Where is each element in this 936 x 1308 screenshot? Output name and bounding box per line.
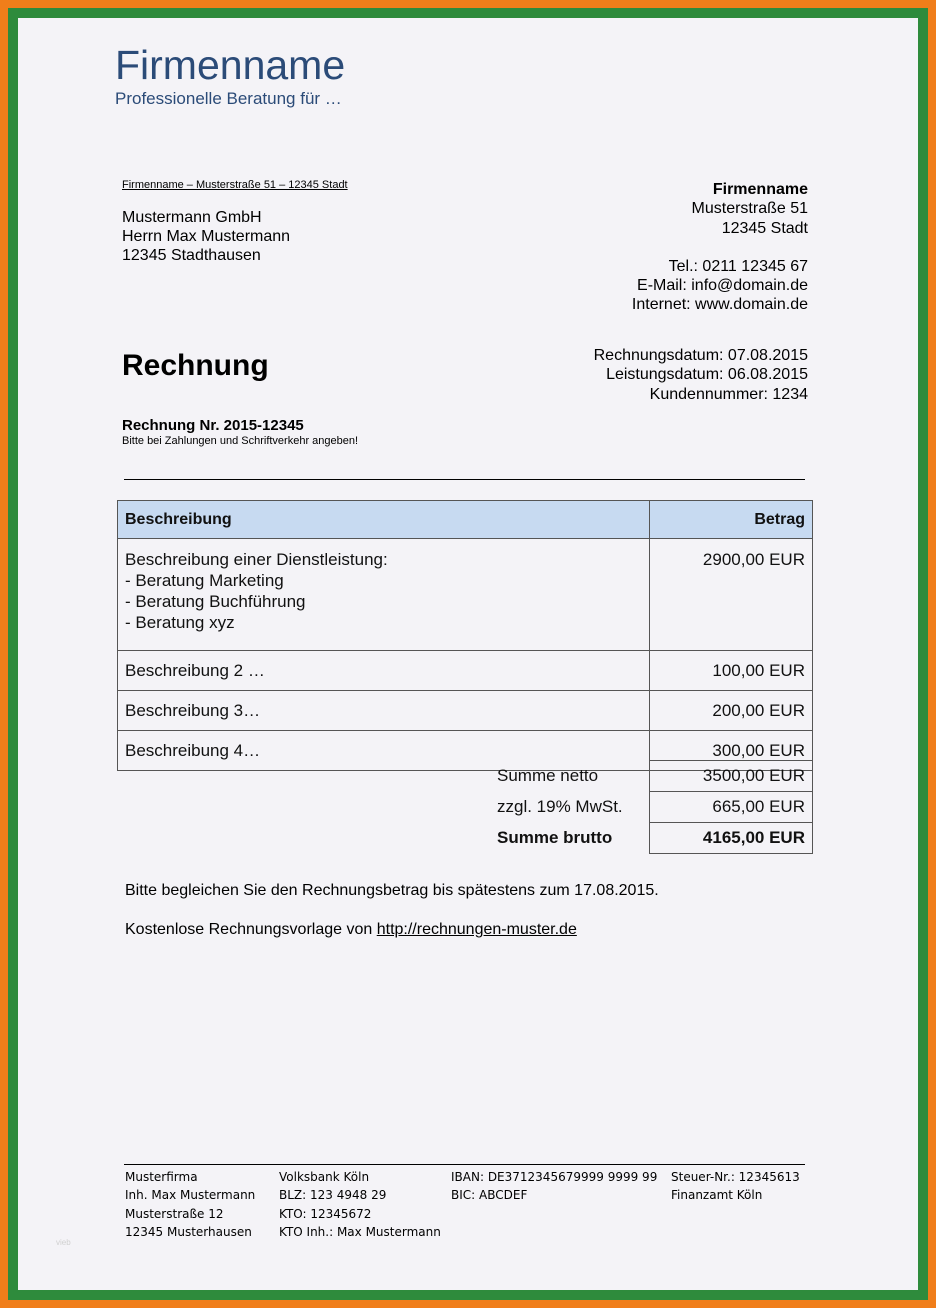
row-description-line: - Beratung Marketing [125, 571, 284, 590]
recipient-company: Mustermann GmbH [122, 209, 262, 226]
customer-number: Kundennummer: 1234 [649, 385, 808, 403]
payment-note: Bitte begleichen Sie den Rechnungsbetrag bis spätestens zum 17.08.2015. [125, 882, 659, 899]
footer-line: Finanzamt Köln [671, 1188, 763, 1203]
invoice-dates [594, 346, 808, 404]
invoice-page [18, 18, 918, 1290]
footer-bank [279, 1168, 441, 1241]
total-row-net [485, 761, 813, 792]
footer-line: BLZ: 123 4948 29 [279, 1188, 387, 1203]
footer-line: BIC: ABCDEF [451, 1188, 528, 1203]
row-description: Beschreibung 4… [118, 731, 650, 771]
total-label: zzgl. 19% MwSt. [497, 797, 623, 816]
row-amount: 2900,00 EUR [650, 539, 813, 651]
row-description: Beschreibung 2 … [118, 651, 650, 691]
footer-line: KTO: 12345672 [279, 1206, 372, 1221]
invoice-date: Rechnungsdatum: 07.08.2015 [593, 347, 808, 364]
table-row [118, 539, 813, 651]
recipient-address [122, 208, 290, 265]
row-description-line: - Beratung Buchführung [125, 592, 306, 611]
row-description-line: - Beratung xyz [125, 613, 235, 632]
total-amount: 3500,00 EUR [650, 761, 813, 792]
totals-table [485, 760, 813, 854]
footer-iban [451, 1168, 657, 1205]
recipient-person: Herrn Max Mustermann [122, 228, 291, 245]
table-row [118, 691, 813, 731]
footer-line: KTO Inh.: Max Mustermann [279, 1224, 441, 1239]
footer-company [125, 1168, 255, 1241]
brand-name: Firmenname [115, 42, 346, 88]
brand-tagline: Professionelle Beratung für … [115, 89, 342, 108]
line-items-table [117, 500, 813, 771]
spacer [632, 238, 808, 257]
footer-line: Inh. Max Mustermann [125, 1188, 256, 1203]
company-street: Musterstraße 51 [691, 200, 808, 218]
footer-divider [124, 1164, 805, 1165]
total-row-gross [485, 823, 813, 854]
watermark: vieb [56, 1238, 71, 1247]
company-contact-block [632, 180, 808, 315]
invoice-number-hint: Bitte bei Zahlungen und Schriftverkehr angeben! [122, 435, 359, 447]
row-amount: 100,00 EUR [650, 651, 813, 691]
footer-line: 12345 Musterhausen [125, 1224, 252, 1239]
table-row [118, 651, 813, 691]
company-email: E-Mail: info@domain.de [637, 277, 808, 295]
row-description [118, 539, 650, 651]
footer-line: Musterstraße 12 [125, 1206, 224, 1221]
total-label: Summe netto [497, 766, 599, 785]
total-row-vat [485, 792, 813, 823]
service-date: Leistungsdatum: 06.08.2015 [606, 366, 808, 384]
row-amount: 200,00 EUR [650, 691, 813, 731]
total-label: Summe brutto [497, 828, 613, 847]
table-header-row [118, 501, 813, 539]
row-description: Beschreibung 3… [118, 691, 650, 731]
company-city: 12345 Stadt [721, 219, 808, 237]
footer-line: IBAN: DE3712345679999 9999 99 [451, 1170, 658, 1184]
column-header-amount: Betrag [650, 501, 813, 539]
invoice-number: Rechnung Nr. 2015-12345 [122, 417, 304, 434]
total-amount: 4165,00 EUR [650, 823, 813, 854]
row-amount: 300,00 EUR [650, 731, 813, 771]
column-header-description: Beschreibung [118, 501, 650, 539]
total-amount: 665,00 EUR [650, 792, 813, 823]
divider-line [124, 479, 805, 480]
footer-line: Steuer-Nr.: 12345613 [671, 1170, 800, 1184]
recipient-city: 12345 Stadthausen [122, 247, 261, 264]
company-web: Internet: www.domain.de [631, 296, 808, 314]
sender-address-line: Firmenname – Musterstraße 51 – 12345 Stadt [122, 179, 348, 191]
footer-line: Musterfirma [125, 1170, 198, 1184]
company-phone: Tel.: 0211 12345 67 [668, 257, 808, 275]
template-note [125, 921, 577, 939]
footer-tax [671, 1168, 800, 1205]
template-link[interactable]: http://rechnungen-muster.de [376, 921, 577, 938]
row-description-line: Beschreibung einer Dienstleistung: [125, 550, 388, 569]
template-note-text: Kostenlose Rechnungsvorlage von [125, 921, 377, 938]
company-name: Firmenname [712, 181, 808, 198]
document-title: Rechnung [122, 349, 269, 382]
footer-line: Volksbank Köln [279, 1170, 370, 1184]
